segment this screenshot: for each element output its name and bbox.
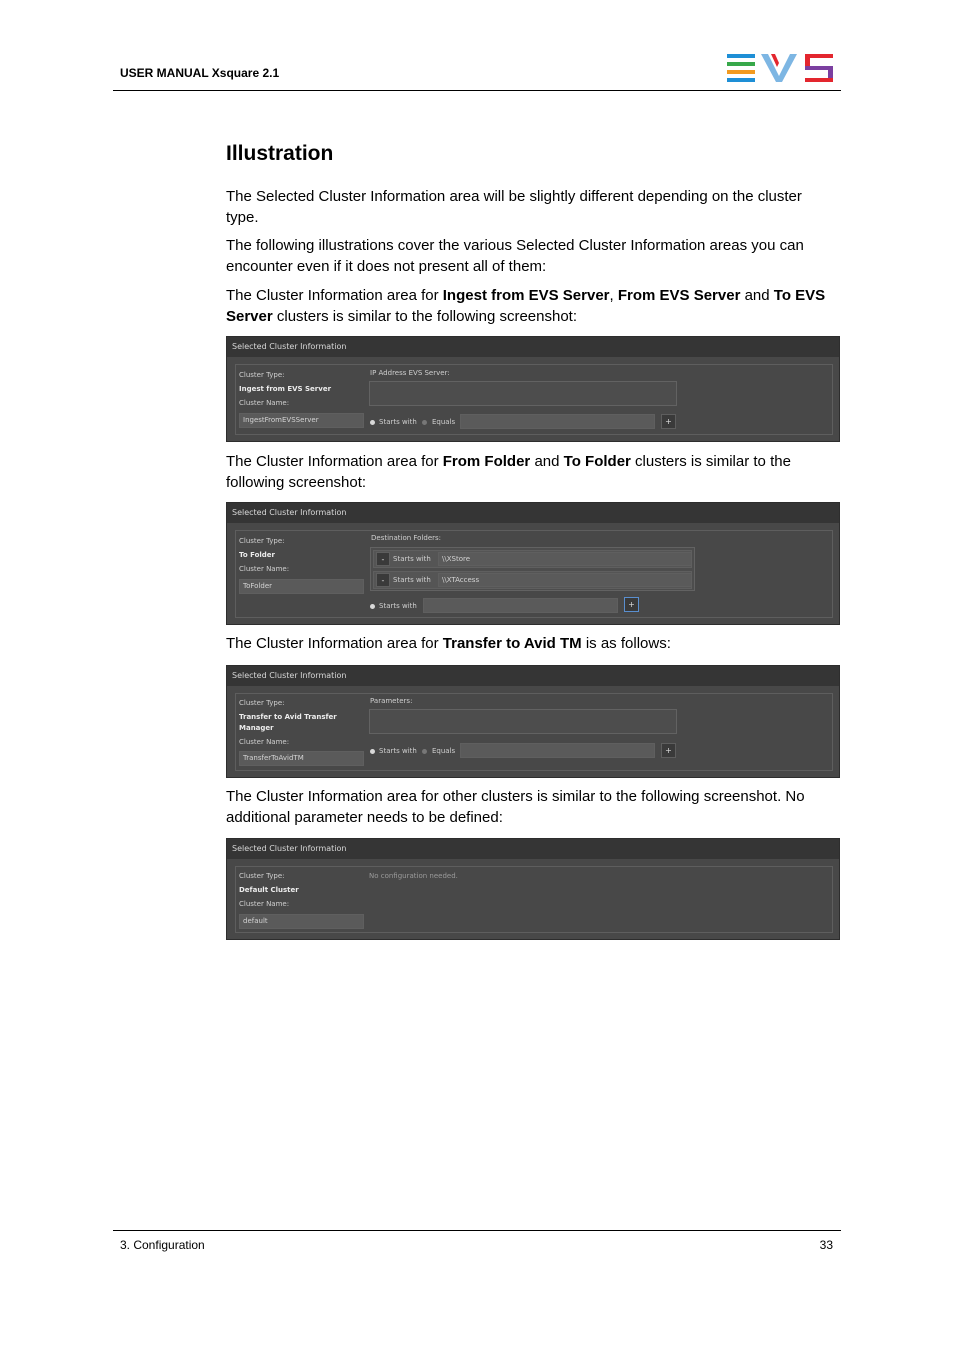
cluster-type-value: Default Cluster xyxy=(239,886,299,894)
folder-path[interactable]: \\XTAccess xyxy=(438,573,692,587)
no-config-message: No configuration needed. xyxy=(369,872,458,880)
cluster-info-frame xyxy=(235,693,833,771)
cluster-name-label: Cluster Name: xyxy=(239,900,290,908)
folder-row xyxy=(373,550,692,568)
panel-title-bar: Selected Cluster Information xyxy=(227,503,839,523)
folder-input[interactable] xyxy=(423,598,618,613)
starts-with-label: Starts with xyxy=(379,747,417,755)
cluster-name-label: Cluster Name: xyxy=(239,399,290,407)
cluster-info-frame xyxy=(235,866,833,933)
cluster-name-input[interactable]: TransferToAvidTM xyxy=(239,751,364,766)
screenshot-transfer-to-avid xyxy=(226,665,840,778)
equals-radio[interactable] xyxy=(422,420,427,425)
cluster-type-value: Transfer to Avid Transfer xyxy=(239,713,337,721)
starts-with-label: Starts with xyxy=(379,418,417,426)
cluster-name-label: Cluster Name: xyxy=(239,565,290,573)
starts-with-radio[interactable] xyxy=(370,420,375,425)
panel-title-bar: Selected Cluster Information xyxy=(227,839,839,859)
cluster-type-label: Cluster Type: xyxy=(239,872,285,880)
paragraph-2: The following illustrations cover the various Selected Cluster Information areas you can encounter even if it does not present all of them: xyxy=(226,237,804,275)
folder-path[interactable]: \\XStore xyxy=(438,552,692,566)
paragraph-3: The Cluster Information area for Ingest from EVS Server, From EVS Server and To EVS Server clusters is similar to the following screenshot: xyxy=(226,287,826,325)
footer-section: 3. Configuration xyxy=(120,1238,205,1252)
parameters-list[interactable] xyxy=(369,709,677,734)
cluster-name-input[interactable]: default xyxy=(239,914,364,929)
paragraph-4: The Cluster Information area for From Folder and To Folder clusters is similar to the following screenshot: xyxy=(226,453,791,491)
paragraph-5: The Cluster Information area for Transfer to Avid TM is as follows: xyxy=(226,635,671,652)
footer-rule xyxy=(113,1230,841,1231)
destination-folders-list xyxy=(370,547,695,591)
cluster-info-frame xyxy=(235,364,833,435)
destination-folders-label: Destination Folders: xyxy=(371,534,442,542)
header-title: USER MANUAL Xsquare 2.1 xyxy=(120,66,280,80)
cluster-type-label: Cluster Type: xyxy=(239,371,285,379)
remove-folder-button[interactable]: - xyxy=(376,573,390,587)
equals-radio[interactable] xyxy=(422,749,427,754)
cluster-type-label: Cluster Type: xyxy=(239,537,285,545)
cluster-type-value: To Folder xyxy=(239,551,276,559)
panel-title-bar: Selected Cluster Information xyxy=(227,666,839,686)
screenshot-default-cluster xyxy=(226,838,840,940)
screenshot-ingest-from-evs xyxy=(226,336,840,442)
cluster-info-frame xyxy=(235,530,833,618)
paragraph-1: The Selected Cluster Information area will be slightly different depending on the cluster type. xyxy=(226,188,802,226)
section-heading: Illustration xyxy=(226,142,334,165)
equals-label: Equals xyxy=(432,418,456,426)
panel-title-bar: Selected Cluster Information xyxy=(227,337,839,357)
add-folder-button[interactable]: + xyxy=(624,597,639,612)
add-button[interactable]: + xyxy=(661,743,676,758)
evs-logo xyxy=(727,54,833,82)
folder-row xyxy=(373,571,692,589)
equals-label: Equals xyxy=(432,747,456,755)
screenshot-to-folder xyxy=(226,502,840,625)
starts-with-label: Starts with xyxy=(379,602,417,610)
page-number: 33 xyxy=(819,1238,833,1252)
starts-with-radio[interactable] xyxy=(370,604,375,609)
ip-address-list[interactable] xyxy=(369,381,677,406)
parameters-label: Parameters: xyxy=(370,697,413,705)
cluster-name-label: Cluster Name: xyxy=(239,738,290,746)
parameter-input[interactable] xyxy=(460,743,655,758)
folder-mode: Starts with xyxy=(393,576,431,584)
cluster-type-value: Ingest from EVS Server xyxy=(239,385,332,393)
ip-address-label: IP Address EVS Server: xyxy=(370,369,450,377)
add-button[interactable]: + xyxy=(661,414,676,429)
header-rule xyxy=(113,90,841,91)
cluster-type-label: Cluster Type: xyxy=(239,699,285,707)
cluster-name-input[interactable]: ToFolder xyxy=(239,579,364,594)
starts-with-radio[interactable] xyxy=(370,749,375,754)
cluster-name-input[interactable]: IngestFromEVSServer xyxy=(239,413,364,428)
remove-folder-button[interactable]: - xyxy=(376,552,390,566)
cluster-type-value-cont: Manager xyxy=(239,724,274,732)
ip-address-input[interactable] xyxy=(460,414,655,429)
paragraph-6: The Cluster Information area for other clusters is similar to the following screenshot. No additional parameter needs to be defined: xyxy=(226,788,805,826)
folder-mode: Starts with xyxy=(393,555,431,563)
